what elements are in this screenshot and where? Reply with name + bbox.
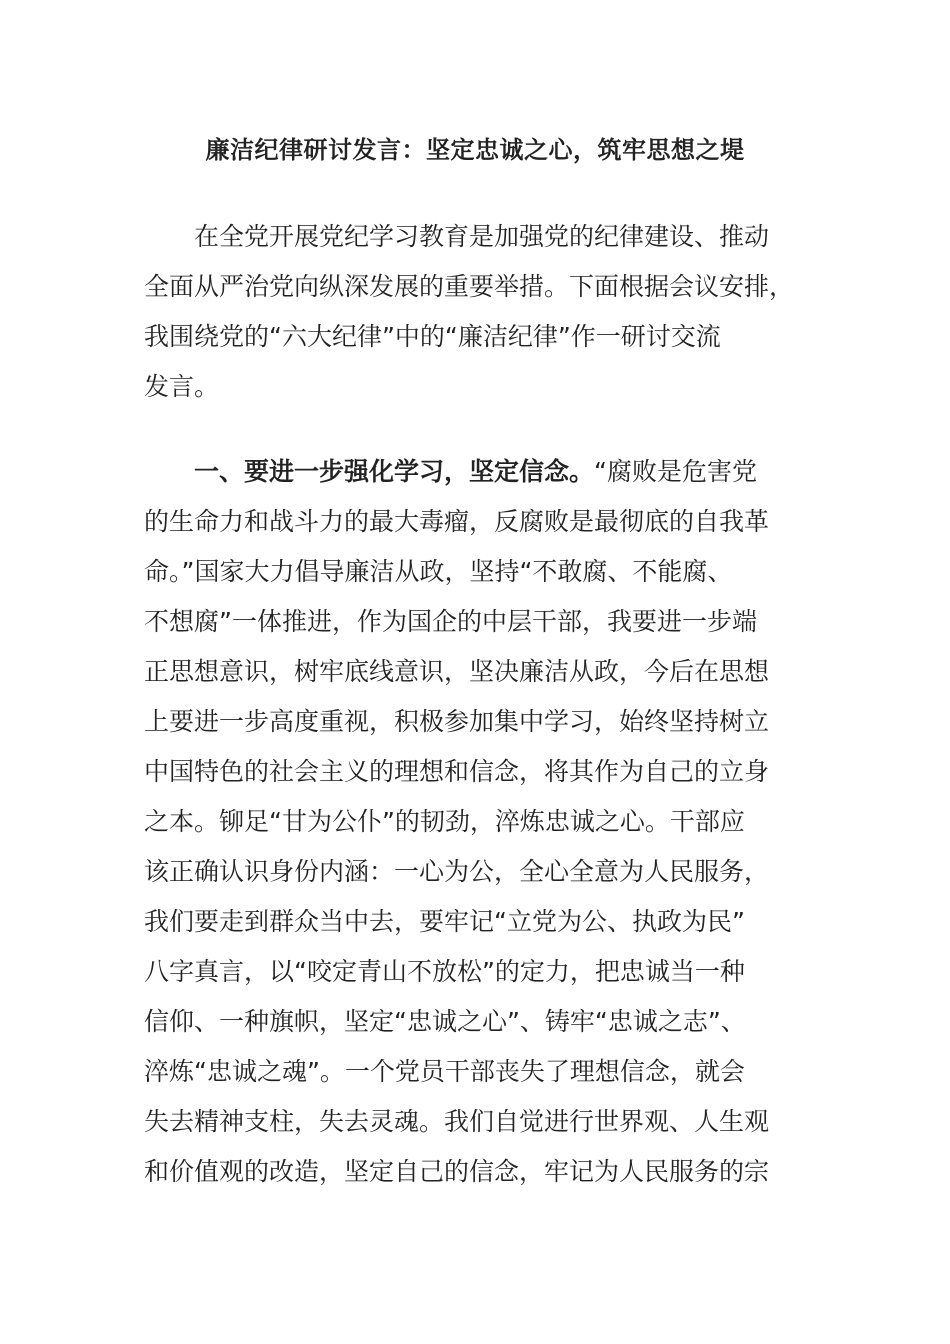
section-1-heading: 一、要进一步强化学习，坚定信念。 <box>194 457 595 486</box>
intro-line: 发言。 <box>144 372 220 401</box>
intro-line: 我围绕党的“六大纪律”中的“廉洁纪律”作一研讨交流 <box>144 322 721 351</box>
document-title: 廉洁纪律研讨发言：坚定忠诚之心，筑牢思想之堤 <box>205 136 745 164</box>
intro-line: 全面从严治党向纵深发展的重要举措。下面根据会议安排， <box>144 272 795 301</box>
intro-line: 在全党开展党纪学习教育是加强党的纪律建设、推动 <box>194 222 770 251</box>
section-1-line: 之本。铆足“甘为公仆”的韧劲，淬炼忠诚之心。干部应 <box>144 807 745 836</box>
section-1-line: 的生命力和战斗力的最大毒瘤，反腐败是最彻底的自我革 <box>144 507 770 536</box>
section-1-line: 该正确认识身份内涵：一心为公，全心全意为人民服务， <box>144 857 770 886</box>
section-1-line: 上要进一步高度重视，积极参加集中学习，始终坚持树立 <box>144 707 770 736</box>
section-1-line: 命。”国家大力倡导廉洁从政，坚持“不敢腐、不能腐、 <box>144 557 733 586</box>
section-1-line: 八字真言，以“咬定青山不放松”的定力，把忠诚当一种 <box>144 957 745 986</box>
section-1-line: 正思想意识，树牢底线意识，坚决廉洁从政，今后在思想 <box>144 657 770 686</box>
section-1-line: 中国特色的社会主义的理想和信念，将其作为自己的立身 <box>144 757 770 786</box>
section-1-line: 我们要走到群众当中去，要牢记“立党为公、执政为民” <box>144 907 745 936</box>
section-1-line: 淬炼“忠诚之魂”。一个党员干部丧失了理想信念，就会 <box>144 1057 745 1086</box>
section-1-line: 失去精神支柱，失去灵魂。我们自觉进行世界观、人生观 <box>144 1107 770 1136</box>
section-1-paragraph <box>144 447 804 1197</box>
section-1-first-line <box>144 447 804 497</box>
section-1-line: 信仰、一种旗帜，坚定“忠诚之心”、铸牢“忠诚之志”、 <box>144 1007 746 1036</box>
intro-paragraph <box>144 212 804 412</box>
section-1-line: 和价值观的改造，坚定自己的信念，牢记为人民服务的宗 <box>144 1157 770 1186</box>
section-1-first-line-text: “腐败是危害党 <box>594 457 757 486</box>
section-1-line: 不想腐”一体推进，作为国企的中层干部，我要进一步端 <box>144 607 757 636</box>
